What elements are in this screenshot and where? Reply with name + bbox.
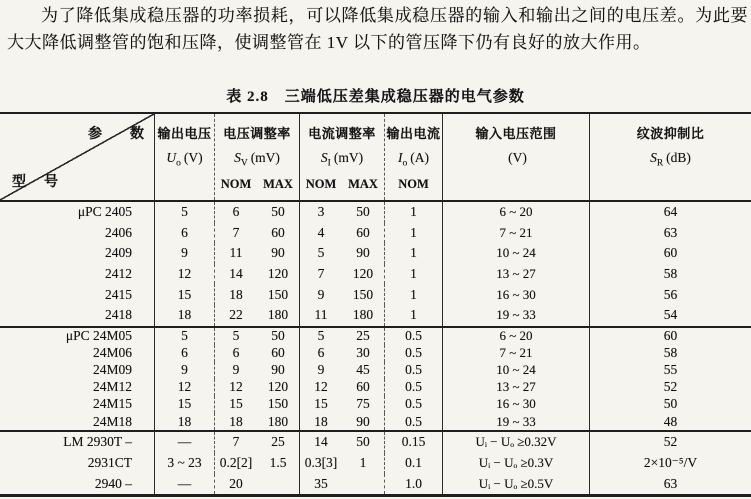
value-cell: 7 <box>317 266 325 282</box>
value-cell: 63 <box>663 224 678 240</box>
value-cell: 75 <box>342 396 385 413</box>
parameters-table <box>0 112 751 497</box>
value-cell: 1 <box>385 243 443 264</box>
value-cell: 150 <box>257 284 300 305</box>
table-group <box>0 326 751 431</box>
value-cell: 50 <box>257 202 300 223</box>
value-cell: — <box>155 474 215 495</box>
table-row <box>0 379 751 396</box>
value-cell: 90 <box>257 362 300 379</box>
value-cell: 0.5 <box>385 396 443 413</box>
value-cell: 58 <box>663 266 678 282</box>
value-cell: 0.5 <box>385 379 443 396</box>
table-row <box>0 264 751 285</box>
model-cell: 2931CT <box>0 453 155 474</box>
value-cell: 9 <box>232 362 240 378</box>
symbol-sr: $S_R$ (dB) <box>650 150 691 169</box>
value-cell: 4 <box>317 224 325 240</box>
value-cell: 15 <box>314 396 328 412</box>
value-cell: 1 <box>385 284 443 305</box>
value-cell: 52 <box>663 434 678 450</box>
value-cell: 9 <box>317 286 325 302</box>
value-cell <box>257 474 300 495</box>
model-cell: 2406 <box>0 223 155 244</box>
value-cell: 0.3[3] <box>304 455 338 471</box>
table-group <box>0 202 751 326</box>
value-cell: 18 <box>155 305 215 326</box>
value-cell: 180 <box>342 305 385 326</box>
value-cell: 60 <box>663 328 678 344</box>
table-row <box>0 202 751 223</box>
value-cell: 18 <box>229 413 243 429</box>
value-cell: 16 ~ 30 <box>443 284 590 305</box>
symbol-input-unit: (V) <box>508 150 527 166</box>
model-cell: μPC 2405 <box>0 202 155 223</box>
symbol-uo: $U_o$ (V) <box>166 150 203 169</box>
value-cell: 6 <box>232 204 240 220</box>
value-cell: 0.2[2] <box>219 455 253 471</box>
value-cell: 0.15 <box>385 432 443 453</box>
value-cell: 1 <box>385 202 443 223</box>
value-cell: 2×10⁻⁵/V <box>643 455 698 471</box>
value-cell: 50 <box>257 328 300 345</box>
model-cell: 24M18 <box>0 413 155 430</box>
corner-header-cell <box>0 114 155 200</box>
value-cell: 0.5 <box>385 328 443 345</box>
value-cell: 5 <box>155 328 215 345</box>
value-cell: 56 <box>663 286 678 302</box>
model-cell: 24M06 <box>0 345 155 362</box>
value-cell: 13 ~ 27 <box>443 379 590 396</box>
col-header-voltage-regulation: 电压调整率 $S_V$ (mV) NOM MAX <box>215 114 300 200</box>
value-cell: 12 <box>155 379 215 396</box>
value-cell: 5 <box>232 328 240 344</box>
value-cell: 120 <box>342 264 385 285</box>
value-cell: 7 <box>232 434 240 450</box>
table-group <box>0 430 751 494</box>
subcol-max: MAX <box>263 177 293 191</box>
table-row <box>0 413 751 430</box>
value-cell: 5 <box>155 202 215 223</box>
model-cell: 2418 <box>0 305 155 326</box>
table-row <box>0 453 751 474</box>
value-cell: 64 <box>663 204 678 220</box>
value-cell: 180 <box>257 413 300 430</box>
model-cell: 2940 – <box>0 474 155 495</box>
value-cell: 60 <box>342 379 385 396</box>
value-cell: 120 <box>257 379 300 396</box>
value-cell: 180 <box>257 305 300 326</box>
col-header-output-voltage: 输出电压 $U_o$ (V) <box>155 114 215 200</box>
symbol-sv: $S_V$ (mV) <box>234 150 280 169</box>
table-row <box>0 432 751 453</box>
value-cell: 0.5 <box>385 362 443 379</box>
corner-label-model: 型 号 <box>12 175 60 190</box>
value-cell: Uᵢ − Uₒ ≥0.5V <box>443 474 590 495</box>
value-cell: 50 <box>663 396 678 412</box>
model-cell: μPC 24M05 <box>0 328 155 345</box>
table-row <box>0 284 751 305</box>
value-cell: 19 ~ 33 <box>443 413 590 430</box>
value-cell: 55 <box>663 362 678 378</box>
value-cell: 9 <box>155 243 215 264</box>
subcol-nom: NOM <box>305 177 337 191</box>
value-cell: 1 <box>385 223 443 244</box>
value-cell: 5 <box>317 245 325 261</box>
value-cell: 45 <box>342 362 385 379</box>
table-header <box>0 114 751 202</box>
subcol-nom: NOM <box>398 177 429 191</box>
value-cell: 6 ~ 20 <box>443 202 590 223</box>
value-cell: 14 <box>229 266 243 282</box>
value-cell: 90 <box>257 243 300 264</box>
model-cell: 2412 <box>0 264 155 285</box>
table-caption: 表 2.8 三端低压差集成稳压器的电气参数 <box>226 89 525 105</box>
value-cell: 1 <box>342 453 385 474</box>
subcol-max: MAX <box>348 177 378 191</box>
value-cell: 1.0 <box>385 474 443 495</box>
model-cell: 2415 <box>0 284 155 305</box>
value-cell: 7 <box>232 224 240 240</box>
value-cell: 3 ~ 23 <box>155 453 215 474</box>
table-body <box>0 202 751 494</box>
value-cell: — <box>155 432 215 453</box>
value-cell: 60 <box>663 245 678 261</box>
value-cell: 0.5 <box>385 413 443 430</box>
value-cell: 12 <box>155 264 215 285</box>
value-cell: 19 ~ 33 <box>443 305 590 326</box>
col-header-input-voltage-range: 输入电压范围 (V) <box>443 114 590 200</box>
value-cell: 150 <box>342 284 385 305</box>
value-cell: 1.5 <box>257 453 300 474</box>
value-cell: 1 <box>385 305 443 326</box>
value-cell: 12 <box>314 379 328 395</box>
value-cell: 9 <box>155 362 215 379</box>
value-cell: 7 ~ 21 <box>443 223 590 244</box>
value-cell: 18 <box>155 413 215 430</box>
table-row <box>0 345 751 362</box>
value-cell: 5 <box>317 328 325 344</box>
table-row <box>0 328 751 345</box>
value-cell: 15 <box>155 284 215 305</box>
value-cell: 15 <box>155 396 215 413</box>
value-cell: 14 <box>314 434 328 450</box>
col-header-ripple-rejection: 纹波抑制比 $S_R$ (dB) <box>590 114 751 200</box>
value-cell: 9 <box>317 362 325 378</box>
value-cell: 0.5 <box>385 345 443 362</box>
value-cell: 18 <box>314 413 328 429</box>
value-cell: 54 <box>663 307 678 323</box>
value-cell: 60 <box>342 223 385 244</box>
table-row <box>0 474 751 495</box>
symbol-io: $I_o$ (A) <box>398 150 429 169</box>
symbol-si: $S_I$ (mV) <box>320 150 364 169</box>
value-cell: 120 <box>257 264 300 285</box>
subcol-nom: NOM <box>220 177 252 191</box>
value-cell: 12 <box>229 379 243 395</box>
value-cell: 6 <box>155 345 215 362</box>
table-row <box>0 243 751 264</box>
col-header-output-current: 输出电流 $I_o$ (A) NOM <box>385 114 443 200</box>
value-cell: 11 <box>314 307 328 323</box>
value-cell: 11 <box>229 245 243 261</box>
value-cell: 6 <box>155 223 215 244</box>
value-cell: 30 <box>342 345 385 362</box>
value-cell: 63 <box>663 475 678 491</box>
col-header-current-regulation: 电流调整率 $S_I$ (mV) NOM MAX <box>300 114 385 200</box>
value-cell: 10 ~ 24 <box>443 362 590 379</box>
table-row <box>0 223 751 244</box>
corner-label-parameter: 参 数 <box>88 127 144 142</box>
value-cell: Uᵢ − Uₒ ≥0.32V <box>443 432 590 453</box>
value-cell: 52 <box>663 379 678 395</box>
value-cell <box>342 474 385 495</box>
value-cell: 6 <box>232 345 240 361</box>
value-cell: 150 <box>257 396 300 413</box>
model-cell: 24M15 <box>0 396 155 413</box>
value-cell: 16 ~ 30 <box>443 396 590 413</box>
value-cell: 90 <box>342 243 385 264</box>
value-cell: 6 ~ 20 <box>443 328 590 345</box>
value-cell: 25 <box>257 432 300 453</box>
value-cell: 15 <box>229 396 243 412</box>
value-cell: Uᵢ − Uₒ ≥0.3V <box>443 453 590 474</box>
value-cell: 7 ~ 21 <box>443 345 590 362</box>
value-cell: 13 ~ 27 <box>443 264 590 285</box>
value-cell: 1 <box>385 264 443 285</box>
value-cell: 50 <box>342 202 385 223</box>
value-cell: 60 <box>257 345 300 362</box>
model-cell: LM 2930T – <box>0 432 155 453</box>
value-cell: 18 <box>229 286 243 302</box>
value-cell: 10 ~ 24 <box>443 243 590 264</box>
table-row <box>0 396 751 413</box>
intro-paragraph: 为了降低集成稳压器的功率损耗，可以降低集成稳压器的输入和输出之间的电压差。为此要大大降低调整管的饱和压降，使调整管在 1V 以下的管压降下仍有良好的放大作用。 <box>7 6 748 52</box>
value-cell: 0.1 <box>385 453 443 474</box>
value-cell: 58 <box>663 345 678 361</box>
value-cell: 60 <box>257 223 300 244</box>
table-row <box>0 305 751 326</box>
value-cell: 35 <box>314 475 328 491</box>
value-cell: 90 <box>342 413 385 430</box>
value-cell: 6 <box>317 345 325 361</box>
value-cell: 22 <box>229 307 243 323</box>
model-cell: 24M09 <box>0 362 155 379</box>
value-cell: 20 <box>229 475 243 491</box>
value-cell: 48 <box>663 413 678 429</box>
model-cell: 24M12 <box>0 379 155 396</box>
value-cell: 25 <box>342 328 385 345</box>
table-row <box>0 362 751 379</box>
value-cell: 3 <box>317 204 325 220</box>
value-cell: 50 <box>342 432 385 453</box>
model-cell: 2409 <box>0 243 155 264</box>
